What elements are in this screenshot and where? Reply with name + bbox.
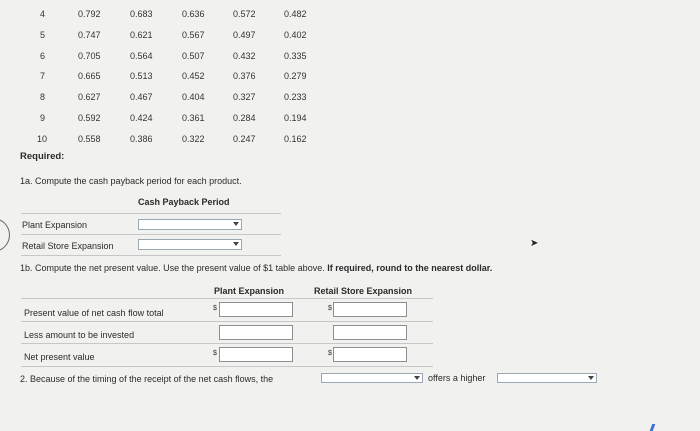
q1b-rounding-note: If required, round to the nearest dollar. — [327, 263, 493, 273]
pv-factor-cell: 0.513 — [130, 71, 153, 82]
dollar-sign: $ — [213, 305, 217, 312]
amount-invested-label: Less amount to be invested — [24, 330, 135, 340]
retail-npv-input[interactable] — [333, 347, 407, 362]
pv-factor-cell: 0.497 — [233, 29, 256, 40]
pv-factor-cell: 0.247 — [233, 133, 256, 144]
npv-label: Net present value — [24, 352, 95, 362]
pv-period-cell: 8 — [40, 92, 46, 103]
divider — [21, 366, 433, 367]
cash-payback-header: Cash Payback Period — [138, 197, 230, 207]
pv-factor-cell: 0.452 — [182, 71, 205, 82]
q2-prompt: 2. Because of the timing of the receipt of the net cash flows, the — [20, 374, 274, 384]
chevron-down-icon — [414, 376, 420, 380]
col-plant-expansion: Plant Expansion — [214, 286, 285, 296]
pv-factor-cell: 0.665 — [78, 71, 101, 82]
divider — [21, 213, 281, 214]
retail-invested-input[interactable] — [333, 325, 407, 340]
pv-period-cell: 10 — [37, 133, 48, 144]
pv-period-cell: 9 — [40, 113, 46, 123]
dollar-sign: $ — [213, 350, 217, 357]
pv-factor-cell: 0.592 — [78, 113, 101, 123]
retail-expansion-label: Retail Store Expansion — [22, 241, 114, 251]
pv-factor-cell: 0.507 — [182, 50, 205, 61]
q2-measure-select[interactable] — [497, 373, 597, 383]
pv-factor-cell: 0.747 — [78, 29, 101, 40]
pv-factor-cell: 0.572 — [233, 9, 256, 19]
pv-cash-flow-label: Present value of net cash flow total — [24, 308, 164, 318]
pv-factor-cell: 0.194 — [284, 113, 307, 123]
retail-payback-select[interactable] — [138, 239, 242, 250]
cursor-icon: ➤ — [530, 238, 539, 249]
q1b-prompt — [20, 263, 492, 273]
chevron-down-icon — [233, 242, 239, 246]
pv-factor-cell: 0.279 — [284, 71, 307, 82]
pv-factor-cell: 0.683 — [130, 9, 153, 19]
plant-payback-select[interactable] — [138, 219, 242, 230]
chevron-down-icon — [233, 222, 239, 226]
pv-period-cell: 4 — [40, 9, 46, 19]
plant-invested-input[interactable] — [219, 325, 293, 340]
pv-factor-cell: 0.361 — [182, 113, 205, 123]
pv-factor-cell: 0.335 — [284, 50, 307, 61]
plant-npv-input[interactable] — [219, 347, 293, 362]
pv-factor-cell: 0.162 — [284, 133, 307, 144]
pv-factor-cell: 0.404 — [182, 92, 205, 103]
pv-period-cell: 5 — [40, 29, 46, 40]
pv-factor-cell: 0.376 — [233, 71, 256, 82]
pv-factor-cell: 0.636 — [182, 9, 205, 19]
progress-arc — [0, 218, 10, 252]
pv-factor-cell: 0.621 — [130, 29, 153, 40]
pv-factor-cell: 0.233 — [284, 92, 307, 103]
plant-expansion-label: Plant Expansion — [22, 220, 88, 230]
pv-factor-cell: 0.564 — [130, 50, 153, 61]
pv-factor-cell: 0.432 — [233, 50, 256, 61]
q1a-prompt: 1a. Compute the cash payback period for each product. — [20, 176, 242, 186]
pv-factor-cell: 0.567 — [182, 29, 205, 40]
plant-pv-input[interactable] — [219, 302, 293, 317]
divider — [21, 343, 433, 344]
scroll-marker — [650, 424, 656, 431]
pv-factor-cell: 0.482 — [284, 9, 307, 19]
dollar-sign: $ — [328, 350, 332, 357]
divider — [21, 298, 433, 299]
pv-factor-cell: 0.402 — [284, 29, 307, 40]
pv-factor-cell: 0.322 — [182, 133, 205, 144]
q2-project-select[interactable] — [321, 373, 423, 383]
pv-factor-cell: 0.705 — [78, 50, 101, 61]
divider — [21, 234, 281, 235]
dollar-sign: $ — [328, 305, 332, 312]
pv-factor-cell: 0.627 — [78, 92, 101, 103]
pv-factor-cell: 0.792 — [78, 9, 101, 19]
chevron-down-icon — [588, 376, 594, 380]
divider — [21, 321, 433, 322]
pv-factor-cell: 0.467 — [130, 92, 153, 103]
required-label: Required: — [20, 151, 65, 162]
pv-factor-cell: 0.284 — [233, 113, 256, 123]
q1b-prompt-text: 1b. Compute the net present value. Use the present value of $1 table above. — [20, 263, 325, 273]
pv-period-cell: 6 — [40, 50, 46, 61]
pv-factor-cell: 0.386 — [130, 133, 153, 144]
q2-middle-text: offers a higher — [428, 373, 486, 383]
retail-pv-input[interactable] — [333, 302, 407, 317]
divider — [21, 255, 281, 256]
pv-period-cell: 7 — [40, 71, 46, 82]
pv-table — [0, 0, 330, 145]
pv-factor-cell: 0.558 — [78, 133, 101, 144]
pv-factor-cell: 0.327 — [233, 92, 256, 103]
col-retail-expansion: Retail Store Expansion — [314, 286, 413, 296]
pv-factor-cell: 0.424 — [130, 113, 153, 123]
